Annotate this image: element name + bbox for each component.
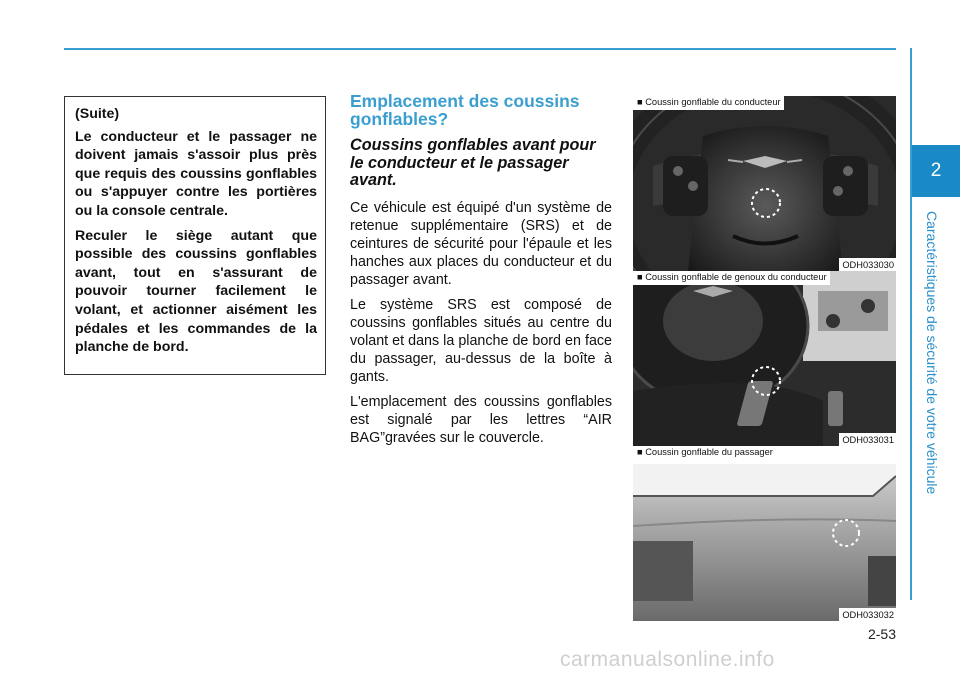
figure-code: ODH033031	[839, 433, 896, 446]
top-rule	[64, 48, 896, 50]
passenger-dashboard-photo-icon	[633, 446, 896, 621]
watermark: carmanualsonline.info	[560, 648, 775, 671]
section-body	[350, 199, 612, 448]
steering-wheel-airbag-photo-icon	[633, 96, 896, 271]
body-paragraph: L'emplacement des coussins gonflables est signalé par les lettres “AIR BAG”gravées sur le couvercle.	[350, 393, 612, 446]
figure-code: ODH033032	[839, 608, 896, 621]
figure-caption: ■ Coussin gonflable de genoux du conducteur	[633, 271, 830, 285]
chapter-number-tab[interactable]: 2	[912, 145, 960, 197]
figure-driver-airbag	[633, 96, 896, 271]
main-text-column	[350, 92, 612, 453]
section-title: Emplacement des coussins gonflables?	[350, 91, 580, 129]
figure-code: ODH033030	[839, 258, 896, 271]
figure-caption: ■ Coussin gonflable du passager	[633, 446, 776, 460]
warning-heading: (Suite)	[75, 106, 120, 122]
warning-box	[64, 96, 326, 375]
section-subtitle: Coussins gonflables avant pour le conducteur et le passager avant.	[350, 136, 596, 189]
page-number: 2-53	[867, 626, 896, 642]
chapter-side-title: Caractéristiques de sécurité de votre véhicule	[924, 211, 940, 495]
figure-caption: ■ Coussin gonflable du conducteur	[633, 96, 784, 110]
right-rule	[910, 48, 912, 600]
figure-knee-airbag	[633, 271, 896, 446]
knee-airbag-photo-icon	[633, 271, 896, 446]
figure-passenger-airbag	[633, 446, 896, 621]
warning-paragraph: Reculer le siège autant que possible des coussins gonflables avant, tout en s'assurant de pouvoir tourner facilement le volant, et actionner aisément les pédales et les commandes de la planche de bord.	[75, 227, 317, 356]
body-paragraph: Le système SRS est composé de coussins gonflables situés au centre du volant et dans la planche de bord en face du passager, au-dessus de la boîte à gants.	[350, 296, 612, 386]
body-paragraph: Ce véhicule est équipé d'un système de retenue supplémentaire (SRS) et de ceintures de sécurité pour l'épaule et les hanches aux places du conducteur et du passager avant.	[350, 199, 612, 289]
warning-paragraph: Le conducteur et le passager ne doivent jamais s'assoir plus près que requis des coussins gonflables ou s'appuyer contre les portières ou la console centrale.	[75, 128, 317, 219]
